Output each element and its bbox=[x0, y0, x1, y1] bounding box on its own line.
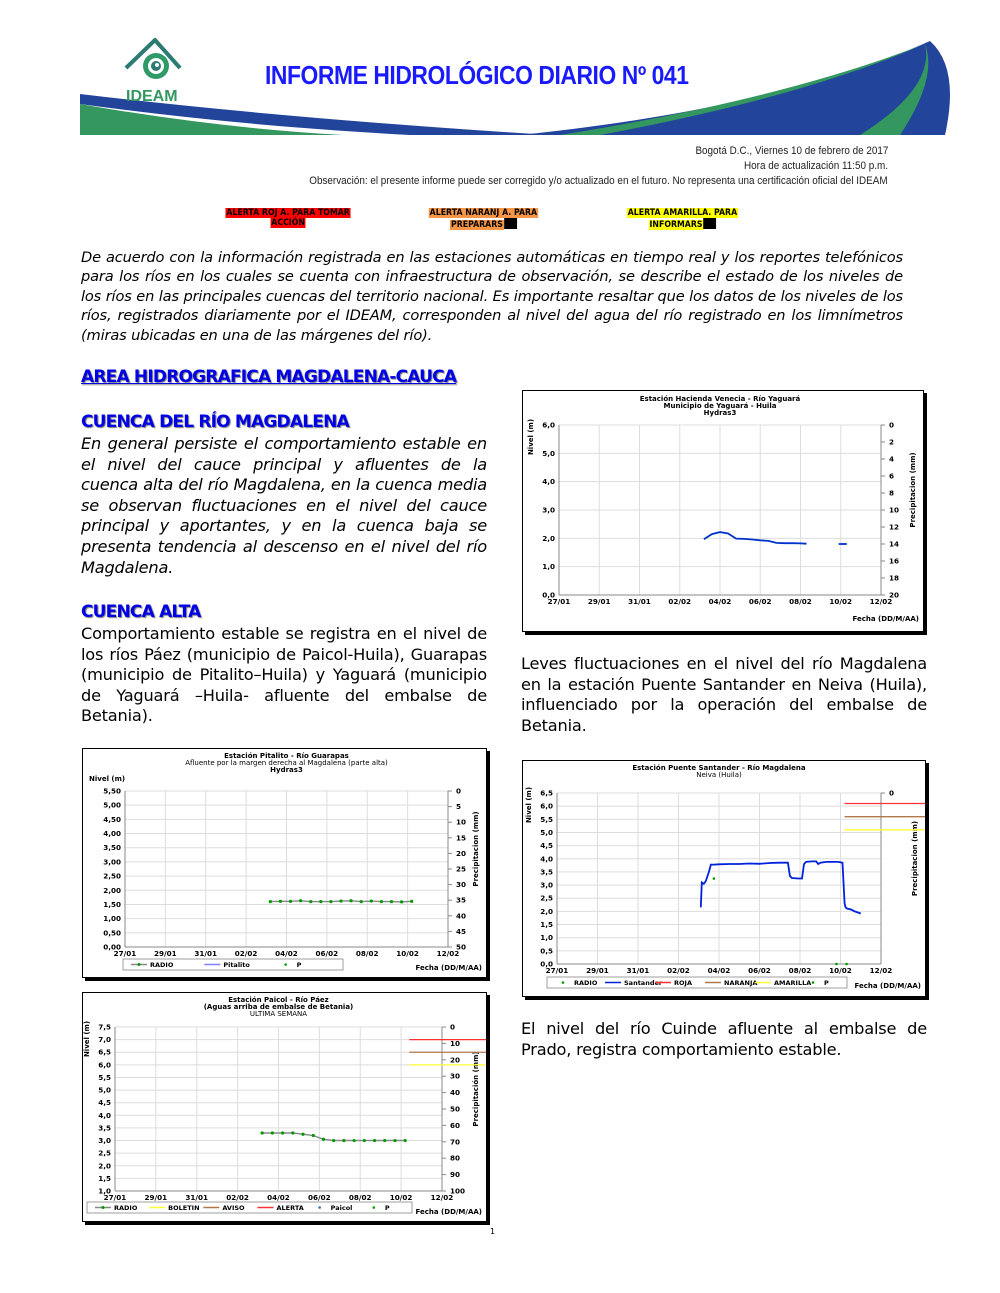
svg-text:0,5: 0,5 bbox=[540, 946, 553, 956]
svg-text:2,00: 2,00 bbox=[103, 885, 121, 895]
svg-text:3,0: 3,0 bbox=[98, 1136, 111, 1146]
chart-title: Estación Puente Santander - Río Magdalena bbox=[632, 764, 806, 772]
svg-text:12/02: 12/02 bbox=[869, 597, 893, 606]
x-axis-label: Fecha (DD/M/AA) bbox=[854, 982, 921, 990]
svg-text:08/02: 08/02 bbox=[355, 949, 379, 958]
chart-paicol bbox=[82, 992, 487, 1222]
svg-text:4: 4 bbox=[889, 454, 895, 464]
svg-text:3,0: 3,0 bbox=[540, 880, 553, 890]
alert-yellow-line1: ALERTA AMARILLA. PARA bbox=[627, 208, 738, 218]
svg-text:04/02: 04/02 bbox=[267, 1193, 290, 1202]
svg-text:2,0: 2,0 bbox=[542, 533, 555, 543]
svg-text:20: 20 bbox=[450, 1055, 461, 1065]
svg-text:5,0: 5,0 bbox=[540, 827, 553, 837]
svg-text:RADIO: RADIO bbox=[114, 1204, 138, 1212]
svg-text:ROJA: ROJA bbox=[674, 979, 692, 987]
svg-text:6,5: 6,5 bbox=[98, 1047, 111, 1057]
svg-text:30: 30 bbox=[450, 1071, 461, 1081]
santander-text: Leves fluctuaciones en el nivel del río Magdalena en la estación Puente Santander en Neiva (Huila), influenciado por la operación del embalse de Betania. bbox=[521, 654, 927, 735]
cuenca-magdalena-heading: CUENCA DEL RÍO MAGDALENA bbox=[81, 412, 349, 432]
y2-axis-label: Precipitacion (mm) bbox=[909, 452, 917, 528]
chart-subtitle: Neiva (Huila) bbox=[696, 771, 742, 779]
svg-text:0,00: 0,00 bbox=[103, 942, 121, 952]
svg-text:29/01: 29/01 bbox=[587, 597, 611, 606]
svg-text:0: 0 bbox=[450, 1022, 456, 1032]
cuenca-magdalena-text: En general persiste el comportamiento estable en el nivel del cauce principal y afluentes de la cuenca alta del río Magdalena, en la cuenca media se observan fluctuaciones en el nivel del cauce principal y aportantes, y en la cuenca baja se presenta tendencia al descenso en el nivel del río Magdalena. bbox=[81, 434, 487, 577]
observation-note: Observación: el presente informe puede ser corregido y/o actualizado en el futuro. No representa una certificación oficial del IDEAM bbox=[309, 175, 888, 187]
svg-text:12/02: 12/02 bbox=[436, 949, 460, 958]
svg-text:1,0: 1,0 bbox=[540, 933, 553, 943]
cuenca-alta-heading: CUENCA ALTA bbox=[81, 602, 201, 622]
svg-text:70: 70 bbox=[450, 1137, 461, 1147]
svg-text:0: 0 bbox=[889, 788, 895, 798]
alert-yellow-line2: INFORMARS bbox=[649, 220, 703, 230]
svg-text:06/02: 06/02 bbox=[315, 949, 339, 958]
svg-text:08/02: 08/02 bbox=[788, 966, 812, 975]
svg-text:10/02: 10/02 bbox=[829, 966, 852, 975]
svg-text:1,5: 1,5 bbox=[540, 920, 553, 930]
svg-text:50: 50 bbox=[456, 942, 467, 952]
svg-text:27/01: 27/01 bbox=[547, 597, 571, 606]
svg-text:AMARILLA: AMARILLA bbox=[774, 979, 812, 987]
svg-text:6: 6 bbox=[889, 471, 895, 481]
svg-text:60: 60 bbox=[450, 1120, 461, 1130]
svg-text:2,5: 2,5 bbox=[540, 893, 553, 903]
alert-yellow-label bbox=[627, 208, 738, 230]
chart-pitalito bbox=[82, 748, 487, 978]
svg-text:3,50: 3,50 bbox=[103, 843, 121, 853]
svg-text:29/01: 29/01 bbox=[586, 966, 609, 975]
svg-text:06/02: 06/02 bbox=[748, 597, 772, 606]
y2-axis-label: Precipitacion (mm) bbox=[472, 811, 480, 887]
svg-text:2,0: 2,0 bbox=[540, 906, 553, 916]
x-axis-label: Fecha (DD/M/AA) bbox=[852, 615, 919, 623]
svg-text:0,0: 0,0 bbox=[540, 959, 553, 969]
svg-text:45: 45 bbox=[456, 926, 467, 936]
svg-text:35: 35 bbox=[456, 895, 467, 905]
santander-chart-svg bbox=[523, 761, 925, 996]
page-number: 1 bbox=[490, 1227, 496, 1236]
y-axis-label: Nivel (m) bbox=[89, 775, 126, 783]
report-date: Bogotá D.C., Viernes 10 de febrero de 2017 bbox=[694, 145, 888, 157]
svg-text:12/02: 12/02 bbox=[869, 966, 893, 975]
svg-text:25: 25 bbox=[456, 864, 467, 874]
chart-santander bbox=[522, 760, 926, 997]
svg-text:31/01: 31/01 bbox=[194, 949, 218, 958]
y2-axis-label: Precipitacion (mm) bbox=[911, 820, 919, 897]
svg-text:27/01: 27/01 bbox=[103, 1193, 127, 1202]
alert-orange-label bbox=[429, 208, 538, 230]
logo-text: IDEAM bbox=[126, 88, 178, 105]
x-axis-label: Fecha (DD/M/AA) bbox=[415, 1208, 482, 1216]
svg-text:20: 20 bbox=[889, 590, 900, 600]
svg-text:4,00: 4,00 bbox=[103, 829, 121, 839]
svg-text:10: 10 bbox=[450, 1038, 461, 1048]
alert-orange-line2: PREPARARS bbox=[451, 220, 503, 230]
y-axis-label: Nivel (m) bbox=[83, 1020, 91, 1058]
svg-text:AVISO: AVISO bbox=[222, 1204, 245, 1212]
svg-text:10/02: 10/02 bbox=[396, 949, 419, 958]
svg-text:4,0: 4,0 bbox=[98, 1110, 111, 1120]
svg-text:8: 8 bbox=[889, 488, 895, 498]
svg-text:90: 90 bbox=[450, 1170, 461, 1180]
svg-text:10: 10 bbox=[456, 817, 467, 827]
chart-title: Estación Hacienda Venecia - Río Yaguará bbox=[639, 395, 801, 403]
svg-text:1,0: 1,0 bbox=[98, 1186, 111, 1196]
svg-text:4,5: 4,5 bbox=[98, 1098, 111, 1108]
svg-text:16: 16 bbox=[889, 556, 900, 566]
intro-paragraph: De acuerdo con la información registrada en las estaciones automáticas en tiempo real y los reportes telefónicos para los ríos en los cuales se cuenta con infraestructura de observación, se describe el estado de los niveles de los ríos en las principales cuencas del territorio nacional. Es importante resaltar que los datos de los niveles de los ríos, registrados diariamente por el IDEAM, corresponden al nivel del agua del río registrado en los limnímetros (miras ubicadas en una de las márgenes del río). bbox=[81, 249, 903, 344]
y-axis-label: Nivel (m) bbox=[527, 418, 535, 456]
svg-text:31/01: 31/01 bbox=[628, 597, 651, 606]
svg-text:02/02: 02/02 bbox=[667, 966, 690, 975]
svg-text:40: 40 bbox=[456, 911, 467, 921]
svg-text:06/02: 06/02 bbox=[308, 1193, 331, 1202]
svg-text:50: 50 bbox=[450, 1104, 461, 1114]
svg-text:6,0: 6,0 bbox=[98, 1060, 111, 1070]
svg-text:2,5: 2,5 bbox=[98, 1148, 111, 1158]
svg-text:0: 0 bbox=[456, 786, 462, 796]
svg-text:RADIO: RADIO bbox=[574, 979, 598, 987]
svg-text:P: P bbox=[296, 961, 302, 969]
svg-text:1,00: 1,00 bbox=[103, 914, 121, 924]
svg-text:04/02: 04/02 bbox=[708, 597, 732, 606]
svg-text:3,0: 3,0 bbox=[542, 505, 555, 515]
svg-text:08/02: 08/02 bbox=[348, 1193, 372, 1202]
svg-text:4,5: 4,5 bbox=[540, 841, 553, 851]
pitalito-chart-svg bbox=[83, 749, 486, 977]
chart-title: Estación Pitalito - Río Guarapas bbox=[224, 752, 349, 760]
svg-text:2: 2 bbox=[889, 437, 895, 447]
svg-text:29/01: 29/01 bbox=[154, 949, 177, 958]
svg-text:Pitalito: Pitalito bbox=[223, 961, 250, 969]
cuenca-alta-text: Comportamiento estable se registra en el nivel de los ríos Páez (municipio de Paicol-Huila), Guarapas (municipio de Pitalito–Huila) y Yaguará (municipio de Yaguará –Huila- afluente del embalse de Betania). bbox=[81, 624, 487, 726]
svg-text:29/01: 29/01 bbox=[144, 1193, 168, 1202]
svg-text:6,0: 6,0 bbox=[542, 420, 555, 430]
venecia-chart-svg bbox=[523, 391, 923, 631]
svg-text:1,5: 1,5 bbox=[98, 1173, 111, 1183]
chart-subtitle2: Hydras3 bbox=[270, 766, 303, 774]
svg-text:5,5: 5,5 bbox=[98, 1072, 111, 1082]
svg-text:02/02: 02/02 bbox=[668, 597, 692, 606]
svg-text:02/02: 02/02 bbox=[234, 949, 258, 958]
svg-text:4,50: 4,50 bbox=[103, 814, 121, 824]
svg-text:P: P bbox=[384, 1204, 390, 1212]
svg-text:7,0: 7,0 bbox=[98, 1035, 111, 1045]
chart-subtitle2: ULTIMA SEMANA bbox=[249, 1010, 308, 1018]
svg-text:10/02: 10/02 bbox=[389, 1193, 413, 1202]
svg-text:15: 15 bbox=[456, 833, 467, 843]
svg-text:5,50: 5,50 bbox=[103, 786, 121, 796]
svg-text:P: P bbox=[824, 979, 829, 987]
svg-text:27/01: 27/01 bbox=[113, 949, 137, 958]
svg-text:08/02: 08/02 bbox=[789, 597, 812, 606]
svg-text:04/02: 04/02 bbox=[707, 966, 731, 975]
svg-text:06/02: 06/02 bbox=[748, 966, 771, 975]
chart-venecia bbox=[522, 390, 924, 632]
svg-text:12: 12 bbox=[889, 522, 900, 532]
svg-text:2,0: 2,0 bbox=[98, 1161, 111, 1171]
svg-text:30: 30 bbox=[456, 880, 467, 890]
svg-text:0,50: 0,50 bbox=[103, 928, 121, 938]
ideam-logo bbox=[118, 38, 188, 104]
svg-text:10/02: 10/02 bbox=[829, 597, 853, 606]
svg-text:3,5: 3,5 bbox=[540, 867, 553, 877]
svg-text:3,5: 3,5 bbox=[98, 1123, 111, 1133]
chart-title: Estación Paicol - Río Páez bbox=[228, 996, 329, 1004]
svg-text:3,00: 3,00 bbox=[103, 857, 121, 867]
update-time: Hora de actualización 11:50 p.m. bbox=[744, 160, 888, 172]
y2-axis-label: Precipitación (mm) bbox=[472, 1051, 480, 1127]
svg-text:5,00: 5,00 bbox=[103, 800, 121, 810]
svg-text:100: 100 bbox=[450, 1186, 466, 1196]
svg-text:31/01: 31/01 bbox=[185, 1193, 209, 1202]
svg-text:27/01: 27/01 bbox=[545, 966, 569, 975]
svg-text:02/02: 02/02 bbox=[226, 1193, 249, 1202]
svg-text:20: 20 bbox=[456, 848, 467, 858]
svg-text:Santander: Santander bbox=[624, 979, 663, 987]
redaction-block bbox=[703, 218, 716, 229]
svg-text:40: 40 bbox=[450, 1088, 461, 1098]
chart-subtitle: Afluente por la margen derecha al Magdalena (parte alta) bbox=[185, 759, 388, 767]
svg-text:6,0: 6,0 bbox=[540, 801, 553, 811]
chart-subtitle: (Aguas arriba de embalse de Betania) bbox=[203, 1003, 354, 1011]
svg-text:ALERTA: ALERTA bbox=[276, 1204, 304, 1212]
svg-text:0,0: 0,0 bbox=[542, 590, 555, 600]
svg-text:5,5: 5,5 bbox=[540, 814, 553, 824]
svg-text:0: 0 bbox=[889, 420, 895, 430]
svg-text:18: 18 bbox=[889, 573, 900, 583]
y-axis-label: Nivel (m) bbox=[525, 786, 533, 824]
svg-text:80: 80 bbox=[450, 1153, 461, 1163]
svg-text:04/02: 04/02 bbox=[275, 949, 298, 958]
svg-text:RADIO: RADIO bbox=[150, 961, 174, 969]
report-title: INFORME HIDROLÓGICO DIARIO Nº 041 bbox=[265, 60, 689, 90]
chart-subtitle2: Hydras3 bbox=[703, 409, 737, 417]
alert-red-line1: ALERTA ROJ A. PARA TOMAR bbox=[226, 208, 350, 218]
alert-red-label bbox=[225, 208, 350, 228]
svg-text:31/01: 31/01 bbox=[626, 966, 650, 975]
paicol-chart-svg bbox=[83, 993, 486, 1221]
svg-text:Paicol: Paicol bbox=[330, 1204, 353, 1212]
redaction-block bbox=[504, 218, 517, 229]
area-heading: AREA HIDROGRAFICA MAGDALENA-CAUCA bbox=[81, 367, 457, 387]
alert-orange-line1: ALERTA NARANJ A. PARA bbox=[429, 208, 538, 218]
logo-eye-icon bbox=[118, 38, 188, 86]
alert-red-line2: ACCIÓN bbox=[271, 218, 305, 228]
svg-text:7,5: 7,5 bbox=[98, 1022, 111, 1032]
svg-text:1,50: 1,50 bbox=[103, 899, 121, 909]
svg-text:6,5: 6,5 bbox=[540, 788, 553, 798]
svg-text:14: 14 bbox=[889, 539, 900, 549]
svg-text:10: 10 bbox=[889, 505, 900, 515]
svg-text:NARANJA: NARANJA bbox=[724, 979, 758, 987]
svg-text:5,0: 5,0 bbox=[98, 1085, 111, 1095]
svg-text:12/02: 12/02 bbox=[430, 1193, 454, 1202]
svg-text:1,0: 1,0 bbox=[542, 562, 555, 572]
svg-text:BOLETIN: BOLETIN bbox=[168, 1204, 200, 1212]
svg-text:5,0: 5,0 bbox=[542, 448, 555, 458]
chart-subtitle: Municipio de Yaguará - Huila bbox=[663, 402, 777, 410]
x-axis-label: Fecha (DD/M/AA) bbox=[415, 964, 482, 972]
svg-text:2,50: 2,50 bbox=[103, 871, 121, 881]
svg-text:4,0: 4,0 bbox=[540, 854, 553, 864]
svg-text:4,0: 4,0 bbox=[542, 477, 555, 487]
svg-text:5: 5 bbox=[456, 802, 462, 812]
cuinde-text: El nivel del río Cuinde afluente al embalse de Prado, registra comportamiento estable. bbox=[521, 1019, 927, 1059]
